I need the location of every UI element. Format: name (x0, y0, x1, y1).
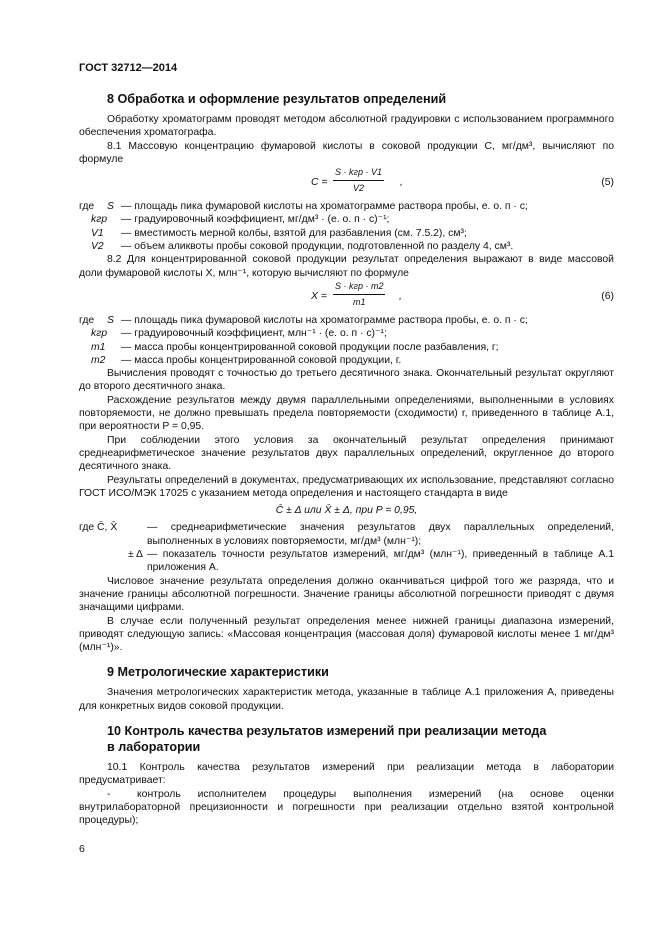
dash-bullet: - (107, 788, 111, 800)
section-10-title-line: 10 Контроль качества результатов измерений при реализации метода (107, 723, 547, 738)
section-10-title (107, 723, 614, 755)
definition-text: — градуировочный коэффициент, млн⁻¹ · (е. о. п · с)⁻¹; (121, 328, 387, 340)
definition-lead: где (79, 314, 95, 326)
formula-fraction (333, 166, 384, 196)
definition-text: — объем аликвоты пробы соковой продукции, подготовленной по разделу 4, см³. (121, 241, 514, 253)
definition-row (79, 227, 614, 240)
formula-number: (6) (601, 290, 614, 302)
definition-symbol: где C̄, X̄ (79, 522, 118, 534)
formula-lhs: X = (311, 290, 327, 302)
formula-numerator: S · kгр · m2 (333, 280, 385, 295)
definition-symbol: S (107, 314, 114, 326)
definition-row (79, 354, 614, 367)
definition-text: — площадь пика фумаровой кислоты на хроматограмме раствора пробы, е. о. п · с; (121, 201, 528, 213)
definition-text: — показатель точности результатов измерений, мг/дм³ (млн⁻¹), приведенный в таблице А.1 приложения А. (147, 549, 614, 574)
paragraph: 10.1 Контроль качества результатов измерений при реализации метода в лаборатории предусматривает: (79, 761, 614, 787)
paragraph: В случае если полученный результат определения менее нижней границы диапазона измерений, приводят следующую запись: «Массовая концентрация (массовая доля) фумаровой кислоты менее 1 мг/дм³ (млн⁻¹)». (79, 615, 614, 654)
definitions-list (79, 200, 614, 253)
definition-text: — масса пробы концентрированной соковой продукции, г. (121, 354, 402, 366)
formula-numerator: S · kгр · V1 (333, 166, 384, 181)
formula-fraction (333, 280, 385, 310)
formula-tail: , (400, 177, 403, 189)
definition-row (79, 314, 614, 327)
definition-text: — площадь пика фумаровой кислоты на хроматограмме раствора пробы, е. о. п · с; (121, 314, 528, 326)
paragraph: Расхождение результатов между двумя параллельными определениями, выполненными в условиях повторяемости, не должно превышать предела повторяемости (сходимости) r, приведенного в таблице А.1, при вероятности P = 0,95. (79, 394, 614, 433)
formula-denominator: V2 (352, 183, 364, 194)
definition-text: — вместимость мерной колбы, взятой для разбавления (см. 7.5.2), см³; (121, 227, 467, 239)
definition-row (79, 200, 614, 213)
definition-row (79, 327, 614, 340)
document-header: ГОСТ 32712—2014 (79, 62, 178, 74)
formula-number: (5) (601, 177, 614, 189)
definition-row (79, 521, 614, 548)
definition-symbol: ± Δ (128, 549, 143, 561)
definition-text: — градуировочный коэффициент, мг/дм³ · (е. о. п · с)⁻¹; (121, 214, 390, 226)
definition-row (79, 213, 614, 226)
paragraph: Вычисления проводят с точностью до третьего десятичного знака. Окончательный результат округляют до второго десятичного знака. (79, 368, 614, 393)
definition-symbol: m1 (91, 341, 106, 353)
paragraph: Числовое значение результата определения должно оканчиваться цифрой того же разряда, что и значение границы абсолютной погрешности. Значение границы абсолютной погрешности приводят с двумя значащими цифрами. (79, 575, 614, 614)
definition-symbol: m2 (91, 354, 106, 366)
section-8-title: 8 Обработка и оформление результатов определений (107, 92, 447, 106)
formula-6 (79, 280, 614, 314)
result-form: C̄ ± Δ или X̄ ± Δ, при P = 0,95, (275, 505, 418, 517)
paragraph: Обработку хроматограмм проводят методом абсолютной градуировки с использованием программного обеспечения хроматографа. (79, 114, 614, 139)
definition-symbol: V2 (91, 241, 104, 253)
definition-row (79, 240, 614, 253)
paragraph: Результаты определений в документах, предусматривающих их использование, представляют согласно ГОСТ ИСО/МЭК 17025 с указанием метода определения и настоящего стандарта в виде (79, 474, 614, 499)
page-number: 6 (79, 843, 85, 855)
paragraph: 8.1 Массовую концентрацию фумаровой кислоты в соковой продукции C, мг/дм³, вычисляют по формуле (79, 140, 614, 165)
paragraph: Значения метрологических характеристик метода, указанные в таблице А.1 приложения А, приведены для конкретных видов соковой продукции. (79, 687, 614, 712)
list-item (79, 788, 614, 828)
formula-lhs: C = (311, 177, 328, 189)
definition-text: — масса пробы концентрированной соковой продукции после разбавления, г; (121, 341, 499, 353)
section-10-title-line: в лаборатории (107, 739, 201, 754)
formula-5 (79, 166, 614, 200)
paragraph: При соблюдении этого условия за окончательный результат определения принимают среднеарифметическое значение результатов двух параллельных определений, округленное до второго десятичного знака. (79, 434, 614, 473)
definition-row (79, 341, 614, 354)
section-9-title: 9 Метрологические характеристики (107, 665, 329, 680)
definition-symbol: S (107, 201, 114, 213)
formula-tail: , (399, 290, 402, 302)
definitions-list (79, 521, 614, 574)
definition-row (79, 548, 614, 575)
definition-lead: где (79, 201, 95, 213)
definition-symbol: kгр (91, 214, 108, 226)
paragraph: 8.2 Для концентрированной соковой продукции результат определения выражают в виде массовой доли фумаровой кислоты X, млн⁻¹, которую вычисляют по формуле (79, 254, 614, 279)
definition-symbol: V1 (91, 227, 104, 239)
definitions-list (79, 314, 614, 367)
page-content (79, 91, 614, 827)
definition-symbol: kгр (91, 328, 108, 340)
formula-denominator: m1 (352, 297, 366, 308)
list-item-text: контроль исполнителем процедуры выполнения измерений (на основе оценки внутрилабораторной прецизионности и погрешности при реализации отдельно взятой контрольной процедуры); (79, 788, 614, 827)
definition-text: — среднеарифметические значения результатов двух параллельных определений, выполненных в условиях повторяемости, мг/дм³ (млн⁻¹); (147, 522, 614, 547)
